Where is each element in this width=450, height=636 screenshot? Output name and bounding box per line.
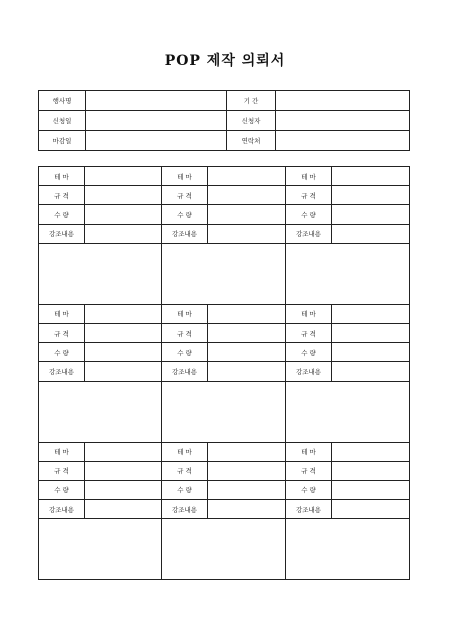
emphasis-field[interactable]	[208, 362, 286, 381]
contact-label: 연락처	[227, 131, 276, 151]
emphasis-field[interactable]	[332, 500, 410, 519]
quantity-label: 수 량	[286, 205, 332, 224]
quantity-label: 수 량	[39, 343, 85, 362]
emphasis-label: 강조내용	[39, 362, 85, 381]
theme-row	[39, 304, 410, 323]
spec-field[interactable]	[208, 186, 286, 205]
apply-date-field[interactable]	[86, 111, 227, 131]
quantity-field[interactable]	[85, 343, 162, 362]
theme-label: 테 마	[162, 304, 208, 323]
period-label: 기 간	[227, 91, 276, 111]
emphasis-label: 강조내용	[286, 362, 332, 381]
spec-label: 규 격	[162, 323, 208, 342]
quantity-label: 수 량	[162, 205, 208, 224]
quantity-row	[39, 343, 410, 362]
spec-field[interactable]	[85, 186, 162, 205]
content-area[interactable]	[39, 519, 162, 580]
emphasis-field[interactable]	[208, 500, 286, 519]
quantity-field[interactable]	[332, 480, 410, 499]
emphasis-row	[39, 224, 410, 243]
spec-row	[39, 186, 410, 205]
theme-label: 테 마	[162, 442, 208, 461]
quantity-label: 수 량	[286, 480, 332, 499]
content-area[interactable]	[286, 381, 410, 442]
info-row	[39, 131, 410, 151]
content-area[interactable]	[39, 381, 162, 442]
theme-row	[39, 167, 410, 186]
emphasis-label: 강조내용	[39, 500, 85, 519]
content-row	[39, 243, 410, 304]
emphasis-field[interactable]	[85, 224, 162, 243]
applicant-label: 신청자	[227, 111, 276, 131]
info-table	[38, 90, 410, 151]
emphasis-label: 강조내용	[162, 224, 208, 243]
spec-label: 규 격	[286, 186, 332, 205]
emphasis-label: 강조내용	[286, 500, 332, 519]
spec-field[interactable]	[208, 461, 286, 480]
theme-label: 테 마	[39, 304, 85, 323]
deadline-field[interactable]	[86, 131, 227, 151]
quantity-field[interactable]	[208, 343, 286, 362]
emphasis-field[interactable]	[332, 224, 410, 243]
theme-field[interactable]	[85, 304, 162, 323]
page-title: POP 제작 의뢰서	[164, 53, 286, 69]
period-field[interactable]	[276, 91, 410, 111]
quantity-field[interactable]	[332, 343, 410, 362]
emphasis-label: 강조내용	[162, 500, 208, 519]
quantity-label: 수 량	[162, 343, 208, 362]
spec-field[interactable]	[332, 323, 410, 342]
theme-field[interactable]	[332, 167, 410, 186]
quantity-label: 수 량	[39, 480, 85, 499]
event-name-label: 행사명	[39, 91, 86, 111]
spec-label: 규 격	[39, 186, 85, 205]
quantity-field[interactable]	[332, 205, 410, 224]
content-area[interactable]	[286, 243, 410, 304]
content-area[interactable]	[162, 381, 286, 442]
info-row	[39, 91, 410, 111]
emphasis-row	[39, 362, 410, 381]
emphasis-field[interactable]	[208, 224, 286, 243]
spec-label: 규 격	[286, 323, 332, 342]
pop-request-table	[38, 166, 410, 580]
deadline-label: 마감일	[39, 131, 86, 151]
quantity-row	[39, 480, 410, 499]
spec-label: 규 격	[39, 461, 85, 480]
theme-field[interactable]	[332, 304, 410, 323]
quantity-field[interactable]	[85, 205, 162, 224]
spec-label: 규 격	[39, 323, 85, 342]
spec-label: 규 격	[286, 461, 332, 480]
spec-row	[39, 323, 410, 342]
content-row	[39, 519, 410, 580]
theme-label: 테 마	[286, 442, 332, 461]
spec-label: 규 격	[162, 461, 208, 480]
event-name-field[interactable]	[86, 91, 227, 111]
theme-label: 테 마	[286, 304, 332, 323]
theme-label: 테 마	[39, 167, 85, 186]
spec-field[interactable]	[85, 323, 162, 342]
spec-field[interactable]	[85, 461, 162, 480]
content-area[interactable]	[286, 519, 410, 580]
theme-field[interactable]	[85, 167, 162, 186]
quantity-label: 수 량	[286, 343, 332, 362]
content-area[interactable]	[162, 243, 286, 304]
theme-field[interactable]	[208, 167, 286, 186]
emphasis-row	[39, 500, 410, 519]
applicant-field[interactable]	[276, 111, 410, 131]
spec-label: 규 격	[162, 186, 208, 205]
emphasis-label: 강조내용	[286, 224, 332, 243]
contact-field[interactable]	[276, 131, 410, 151]
content-area[interactable]	[39, 243, 162, 304]
theme-label: 테 마	[286, 167, 332, 186]
theme-field[interactable]	[332, 442, 410, 461]
quantity-field[interactable]	[208, 205, 286, 224]
spec-row	[39, 461, 410, 480]
theme-row	[39, 442, 410, 461]
quantity-label: 수 량	[162, 480, 208, 499]
quantity-field[interactable]	[208, 480, 286, 499]
content-row	[39, 381, 410, 442]
spec-field[interactable]	[332, 186, 410, 205]
spec-field[interactable]	[332, 461, 410, 480]
spec-field[interactable]	[208, 323, 286, 342]
quantity-field[interactable]	[85, 480, 162, 499]
theme-label: 테 마	[162, 167, 208, 186]
apply-date-label: 신청일	[39, 111, 86, 131]
theme-field[interactable]	[208, 442, 286, 461]
content-area[interactable]	[162, 519, 286, 580]
emphasis-label: 강조내용	[162, 362, 208, 381]
quantity-label: 수 량	[39, 205, 85, 224]
quantity-row	[39, 205, 410, 224]
emphasis-field[interactable]	[85, 362, 162, 381]
theme-label: 테 마	[39, 442, 85, 461]
theme-field[interactable]	[208, 304, 286, 323]
info-row	[39, 111, 410, 131]
emphasis-field[interactable]	[85, 500, 162, 519]
emphasis-label: 강조내용	[39, 224, 85, 243]
theme-field[interactable]	[85, 442, 162, 461]
emphasis-field[interactable]	[332, 362, 410, 381]
